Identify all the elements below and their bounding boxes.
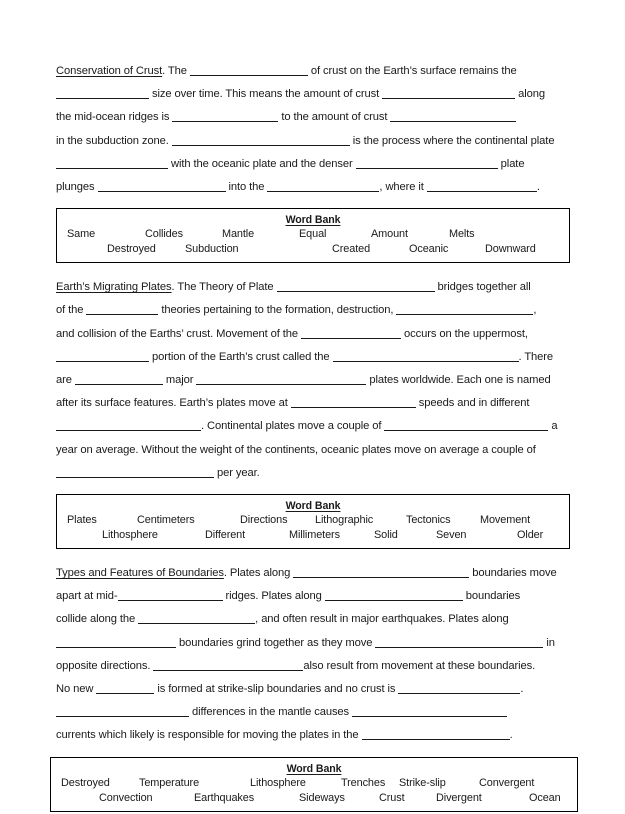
word-bank-row — [51, 776, 577, 791]
body-text: are — [56, 374, 75, 387]
body-text: along — [515, 88, 546, 101]
answer-blank[interactable] — [172, 110, 278, 122]
paragraph-line — [56, 678, 570, 701]
paragraph-line — [56, 176, 570, 199]
section-conservation-of-crust — [56, 60, 570, 199]
answer-blank[interactable] — [301, 327, 401, 339]
answer-blank[interactable] — [267, 180, 379, 192]
word-bank-word[interactable]: Created — [332, 243, 371, 256]
section-earths-migrating-plates — [56, 276, 570, 485]
answer-blank[interactable] — [382, 87, 515, 99]
paragraph-line — [56, 153, 570, 176]
word-bank-word[interactable]: Lithosphere — [102, 529, 158, 542]
word-bank-word[interactable]: Solid — [374, 529, 398, 542]
section-heading: Conservation of Crust — [56, 65, 163, 77]
answer-blank[interactable] — [352, 705, 507, 717]
answer-blank[interactable] — [427, 180, 537, 192]
body-text: apart at mid- — [56, 590, 118, 603]
word-bank-word[interactable]: Seven — [436, 529, 467, 542]
answer-blank[interactable] — [138, 612, 255, 624]
body-text: plates worldwide. Each one is named — [366, 374, 551, 387]
answer-blank[interactable] — [277, 280, 435, 292]
paragraph-line — [56, 439, 570, 462]
body-text: collide along the — [56, 613, 139, 626]
body-text: occurs on the uppermost, — [400, 327, 528, 340]
word-bank-word[interactable]: Crust — [379, 791, 405, 804]
paragraph-line — [56, 323, 570, 346]
answer-blank[interactable] — [118, 589, 223, 601]
word-bank-title: Word Bank — [286, 762, 342, 775]
section-heading: Earth’s Migrating Plates — [56, 281, 172, 294]
answer-blank[interactable] — [398, 682, 520, 694]
body-text: to the amount of crust — [278, 111, 391, 124]
body-text: per year. — [214, 466, 260, 479]
word-bank-word[interactable]: Mantle — [222, 228, 255, 241]
word-bank-word[interactable]: Earthquakes — [194, 791, 255, 804]
paragraph-line — [56, 346, 570, 369]
body-text: currents which likely is responsible for moving the plates in the — [56, 729, 362, 742]
word-bank-box — [56, 208, 570, 263]
word-bank-word[interactable]: Subduction — [185, 243, 239, 256]
word-bank-word[interactable]: Trenches — [341, 776, 386, 789]
paragraph-line — [56, 369, 570, 392]
body-text: in — [543, 636, 555, 649]
paragraph-line — [56, 701, 570, 724]
body-text: . — [520, 683, 524, 696]
answer-blank[interactable] — [375, 636, 543, 648]
answer-blank[interactable] — [56, 636, 176, 648]
body-text: . The Theory of Plate — [171, 281, 277, 294]
section-heading: Types and Features of Boundaries — [56, 567, 224, 580]
answer-blank[interactable] — [98, 180, 226, 192]
word-bank-word[interactable]: Millimeters — [289, 529, 340, 542]
word-bank-row — [57, 528, 569, 543]
word-bank-1-holder — [56, 208, 570, 263]
body-text: . — [509, 729, 513, 742]
answer-blank[interactable] — [390, 110, 516, 122]
body-text: . The — [162, 65, 190, 77]
word-bank-word[interactable]: Temperature — [139, 776, 200, 789]
paragraph-line — [56, 415, 570, 438]
word-bank-word[interactable]: Convection — [99, 791, 153, 804]
word-bank-row — [51, 791, 577, 806]
answer-blank[interactable] — [190, 64, 308, 76]
word-bank-word[interactable]: Equal — [299, 228, 327, 241]
body-text: . There — [518, 350, 554, 363]
paragraph-line — [56, 276, 570, 299]
answer-blank[interactable] — [75, 373, 163, 385]
body-text: portion of the Earth’s crust called the — [149, 350, 333, 363]
body-text: . — [536, 181, 540, 194]
word-bank-word[interactable]: Directions — [240, 514, 288, 527]
answer-blank[interactable] — [325, 589, 463, 601]
body-text: after its surface features. Earth’s plates move at — [56, 397, 291, 410]
body-text: . Continental plates move a couple of — [201, 420, 385, 433]
answer-blank[interactable] — [384, 419, 548, 431]
answer-blank[interactable] — [362, 728, 510, 740]
body-text: , and often result in major earthquakes. Plates along — [255, 613, 509, 626]
body-text: . Plates along — [223, 567, 294, 580]
answer-blank[interactable] — [56, 466, 214, 478]
body-text: of the — [56, 304, 87, 317]
body-text: into the — [225, 181, 268, 194]
answer-blank[interactable] — [396, 303, 533, 315]
paragraph-line — [56, 462, 570, 485]
body-text: boundaries move — [469, 567, 557, 580]
answer-blank[interactable] — [293, 566, 469, 578]
paragraph-line — [56, 655, 570, 678]
word-bank-word[interactable]: Destroyed — [107, 243, 156, 256]
body-text: , — [533, 304, 537, 317]
word-bank-word[interactable]: Different — [205, 529, 246, 542]
word-bank-word[interactable]: Movement — [480, 514, 531, 527]
answer-blank[interactable] — [96, 682, 154, 694]
word-bank-word[interactable]: Collides — [145, 228, 183, 241]
word-bank-word[interactable]: Oceanic — [409, 243, 449, 256]
body-text: plate — [497, 157, 525, 170]
body-text: of crust on the Earth’s surface remains the — [307, 65, 517, 77]
word-bank-word[interactable]: Same — [67, 228, 96, 241]
answer-blank[interactable] — [196, 373, 366, 385]
word-bank-word[interactable]: Lithographic — [315, 514, 374, 527]
word-bank-word[interactable]: Older — [517, 529, 544, 542]
paragraph-line — [56, 632, 570, 655]
answer-blank[interactable] — [56, 87, 149, 99]
word-bank-word[interactable]: Ocean — [529, 791, 561, 804]
body-text: year on average. Without the weight of the continents, oceanic plates move on average a couple of — [56, 443, 536, 456]
answer-blank[interactable] — [56, 350, 149, 362]
word-bank-box — [50, 757, 578, 812]
word-bank-word[interactable]: Centimeters — [137, 514, 195, 527]
body-text: the mid-ocean ridges is — [56, 111, 173, 124]
body-text: differences in the mantle causes — [189, 706, 353, 719]
body-text: with the oceanic plate and the denser — [168, 157, 356, 170]
body-text: boundaries — [462, 590, 521, 603]
worksheet-content — [56, 60, 570, 812]
paragraph-line — [56, 130, 570, 153]
answer-blank[interactable] — [56, 419, 201, 431]
body-text: opposite directions. — [56, 659, 154, 672]
paragraph-line — [56, 608, 570, 631]
word-bank-box — [56, 494, 570, 549]
body-text: and collision of the Earths’ crust. Movement of the — [56, 327, 301, 340]
word-bank-title: Word Bank — [285, 214, 341, 227]
answer-blank[interactable] — [356, 157, 498, 169]
paragraph-line — [56, 562, 570, 585]
word-bank-word[interactable]: Sideways — [299, 791, 345, 804]
word-bank-3-holder — [56, 757, 570, 812]
paragraph-line — [56, 724, 570, 747]
body-text: bridges together all — [434, 281, 531, 294]
body-text: size over time. This means the amount of crust — [149, 88, 383, 101]
word-bank-row — [57, 242, 569, 257]
body-text: a — [548, 420, 558, 433]
paragraph-line — [56, 106, 570, 129]
word-bank-word[interactable]: Amount — [371, 228, 408, 241]
section-types-and-features-of-boundaries — [56, 562, 570, 748]
word-bank-row — [57, 227, 569, 242]
body-text: speeds and in different — [415, 397, 530, 410]
paragraph-line — [56, 392, 570, 415]
answer-blank[interactable] — [291, 396, 416, 408]
body-text: major — [162, 374, 197, 387]
body-text: boundaries grind together as they move — [176, 636, 376, 649]
word-bank-word[interactable]: Divergent — [436, 791, 482, 804]
paragraph-line — [56, 60, 570, 83]
paragraph-line — [56, 83, 570, 106]
body-text: No new — [56, 683, 97, 696]
body-text: ridges. Plates along — [222, 590, 325, 603]
word-bank-word[interactable]: Destroyed — [61, 776, 110, 789]
word-bank-2-holder — [56, 494, 570, 549]
word-bank-word[interactable]: Strike-slip — [399, 776, 446, 789]
answer-blank[interactable] — [153, 659, 303, 671]
answer-blank[interactable] — [86, 303, 158, 315]
word-bank-word[interactable]: Tectonics — [406, 514, 451, 527]
body-text: is the process where the continental plate — [349, 134, 555, 147]
body-text: plunges — [56, 181, 98, 194]
body-text: , where it — [379, 181, 427, 194]
answer-blank[interactable] — [56, 157, 168, 169]
word-bank-word[interactable]: Downward — [485, 243, 536, 256]
paragraph-line — [56, 299, 570, 322]
answer-blank[interactable] — [172, 134, 350, 146]
body-text: theories pertaining to the formation, destruction, — [158, 304, 397, 317]
answer-blank[interactable] — [333, 350, 519, 362]
word-bank-word[interactable]: Melts — [449, 228, 475, 241]
word-bank-word[interactable]: Plates — [67, 514, 97, 527]
answer-blank[interactable] — [56, 705, 189, 717]
word-bank-row — [57, 513, 569, 528]
body-text: in the subduction zone. — [56, 134, 172, 147]
word-bank-word[interactable]: Lithosphere — [250, 776, 306, 789]
word-bank-word[interactable]: Convergent — [479, 776, 535, 789]
body-text: is formed at strike-slip boundaries and no crust is — [154, 683, 399, 696]
body-text: also result from movement at these boundaries. — [303, 659, 536, 672]
word-bank-title: Word Bank — [285, 500, 341, 513]
paragraph-line — [56, 585, 570, 608]
